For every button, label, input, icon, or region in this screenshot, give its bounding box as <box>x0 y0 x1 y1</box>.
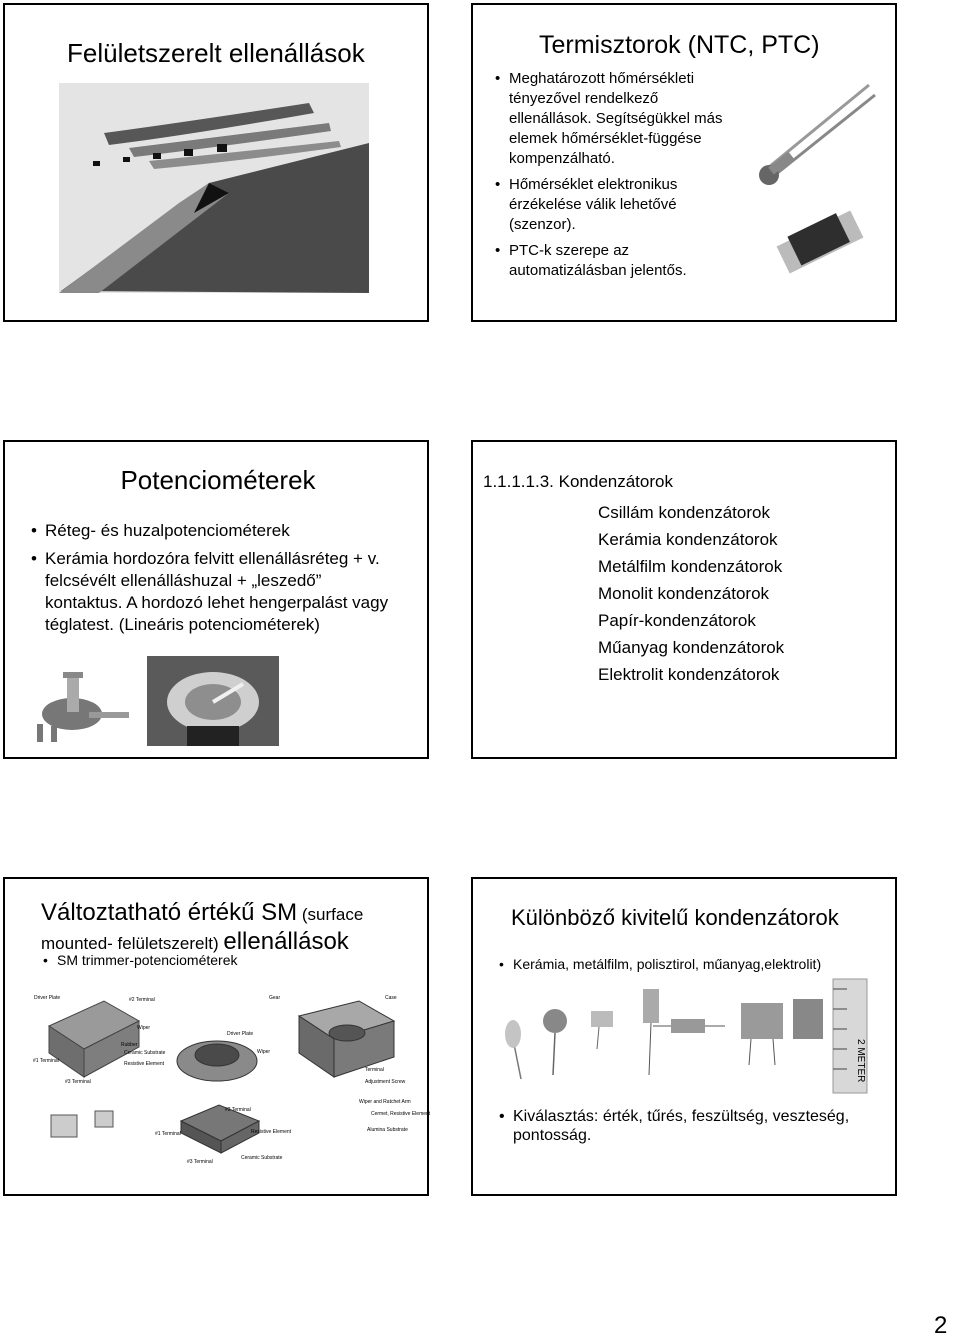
slide-title <box>41 899 421 957</box>
bullet-list <box>29 520 399 636</box>
bullet-item: • Kerámia, metálfilm, polisztirol, műanyag,elektrolit) <box>497 955 887 973</box>
list-item: Monolit kondenzátorok <box>598 584 770 603</box>
bullet-item: • PTC-k szerepe az automatizálásban jelentős. <box>493 241 743 281</box>
diagram-label: Wiper <box>137 1025 151 1031</box>
slide-surface-mount-resistors <box>3 3 429 322</box>
page-number: 2 <box>934 1312 948 1339</box>
diagram-label: #1 Terminal <box>33 1058 59 1064</box>
bullet-list <box>41 951 238 969</box>
slide-title: Különböző kivitelű kondenzátorok <box>511 905 839 930</box>
diagram-label: Driver Plate <box>227 1031 254 1037</box>
title-part: ellenállások <box>223 928 349 955</box>
thermistor-photo <box>751 67 881 287</box>
diagram-label: Adjustment Screw <box>365 1079 406 1085</box>
diagram-label: Wiper and Ratchet Arm <box>359 1099 411 1105</box>
bullet-item: • Hőmérséklet elektronikus érzékelése válik lehetővé (szenzor). <box>493 175 743 235</box>
bullet-item: • SM trimmer-potenciométerek <box>41 951 238 969</box>
list-item: Papír-kondenzátorok <box>598 611 756 630</box>
bullet-list <box>497 955 887 973</box>
bullet-item: • Meghatározott hőmérsékleti tényezővel rendelkező ellenállások. Segítségükkel más elemek hőmérséklet-függése kompenzálható. <box>493 69 743 169</box>
trimmer-exploded-diagram <box>29 991 431 1181</box>
pencil-smd-photo <box>59 83 369 293</box>
capacitor-type-list <box>598 499 784 688</box>
bullet-list <box>497 1107 887 1145</box>
slide-capacitors <box>471 440 897 759</box>
bullet-list <box>493 69 743 281</box>
ruler-label: 2 METER <box>855 1039 866 1083</box>
diagram-label: Driver Plate <box>34 995 61 1001</box>
list-item: Csillám kondenzátorok <box>598 503 770 522</box>
capacitors-photo <box>503 979 873 1095</box>
diagram-label: Resistive Element <box>124 1061 165 1067</box>
bullet-item: • Kiválasztás: érték, tűrés, feszültség, veszteség, pontosság. <box>497 1107 887 1145</box>
section-heading: 1.1.1.1.3. Kondenzátorok <box>483 472 673 491</box>
diagram-label: #2 Terminal <box>225 1107 251 1113</box>
diagram-label: #3 Terminal <box>187 1159 213 1165</box>
diagram-label: #1 Terminal <box>155 1131 181 1137</box>
title-part: Változtatható értékű SM <box>41 899 298 926</box>
diagram-label: Case <box>385 995 397 1001</box>
list-item: Elektrolit kondenzátorok <box>598 665 780 684</box>
slide-title: Felületszerelt ellenállások <box>67 38 365 68</box>
diagram-label: Cermet, Resistive Element <box>371 1111 431 1117</box>
list-item: Műanyag kondenzátorok <box>598 638 785 657</box>
slide-title: Potenciométerek <box>120 465 316 495</box>
slide-sm-trimmers <box>3 877 429 1196</box>
diagram-label: Ceramic Substrate <box>241 1155 283 1161</box>
slide-potentiometers <box>3 440 429 759</box>
diagram-label: Ceramic Substrate <box>124 1050 166 1056</box>
bullet-item: • Kerámia hordozóra felvitt ellenállásréteg + v. felcsévélt ellenálláshuzal + „leszedő” kontaktus. A hordozó lehet hengerpalást vagy téglatest. (Lineáris potenciométerek) <box>29 548 399 636</box>
diagram-label: Rubber <box>121 1042 138 1048</box>
bullet-item: • Réteg- és huzalpotenciométerek <box>29 520 399 542</box>
title-part: (surface mounted- felületszerelt) <box>41 905 364 953</box>
list-item: Kerámia kondenzátorok <box>598 530 778 549</box>
diagram-label: Terminal <box>365 1067 384 1073</box>
slide-thermistors <box>471 3 897 322</box>
diagram-label: Gear <box>269 995 281 1001</box>
list-item: Metálfilm kondenzátorok <box>598 557 783 576</box>
open-potentiometer-photo <box>147 656 279 746</box>
diagram-label: Alumina Substrate <box>367 1127 408 1133</box>
rotary-potentiometer-photo <box>27 664 137 746</box>
diagram-label: Resistive Element <box>251 1129 292 1135</box>
diagram-label: #3 Terminal <box>65 1079 91 1085</box>
diagram-label: #2 Terminal <box>129 997 155 1003</box>
diagram-label: Wiper <box>257 1049 271 1055</box>
slide-title: Termisztorok (NTC, PTC) <box>539 31 820 59</box>
slide-capacitor-types <box>471 877 897 1196</box>
